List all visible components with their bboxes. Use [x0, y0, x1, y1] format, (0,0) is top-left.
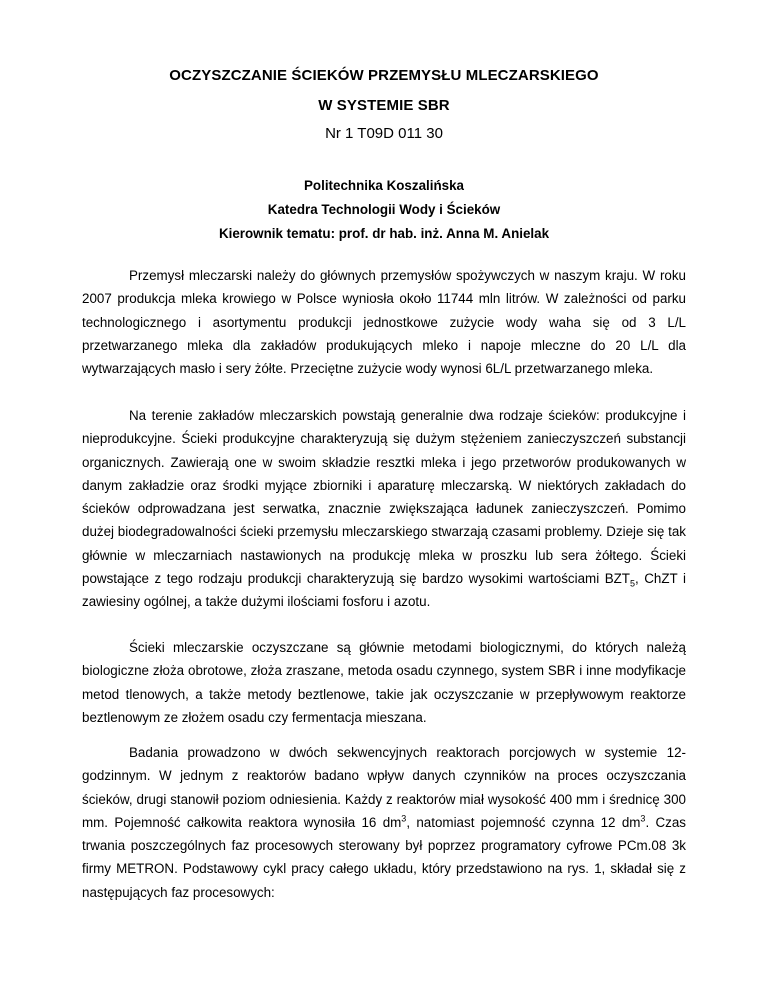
paragraph-3: Ścieki mleczarskie oczyszczane są głównie metodami biologicznymi, do których należą biologiczne złoża obrotowe, złoża zraszane, metoda osadu czynnego, system SBR i inne modyfikacje metod tlenowych, a także metody beztlenowe, takie jak oczyszczanie w przepływowym reaktorze beztlenowym ze złożem osadu czy fermentacja mieszana. — [82, 640, 686, 725]
department: Katedra Technologii Wody i Ścieków — [267, 202, 501, 217]
paragraph-2 — [82, 404, 686, 614]
title-line-2: W SYSTEMIE SBR — [318, 97, 450, 114]
paragraph-1: Przemysł mleczarski należy do głównych przemysłów spożywczych w naszym kraju. W roku 2007 produkcja mleka krowiego w Polsce wyniosła około 11744 mln litrów. W zależności od parku technologicznego i asortymentu produkcji jednostkowe zużycie wody waha się od 3 L/L przetwarzanego mleka dla zakładów produkujących mleko i napoje mleczne do 20 L/L dla wytwarzających masło i sery żółte. Przeciętne zużycie wody wynosi 6L/L przetwarzanego mleka. — [82, 268, 686, 377]
paragraph-2-text-end: , ChZT i zawiesiny ogólnej, a także dużymi ilościami fosforu i azotu. — [82, 571, 686, 610]
supervisor: Kierownik tematu: prof. dr hab. inż. Anna M. Anielak — [218, 226, 550, 241]
bzt-subscript: 5 — [629, 578, 635, 589]
paragraph-4-text-end: . Czas trwania poszczególnych faz procesowych sterowany był poprzez programatory cyfrowe PCm.08 3k firmy METRON. Podstawowy cykl pracy całego układu, który przedstawiono na rys. 1, składał się z następujących faz procesowych: — [82, 814, 686, 900]
institution: Politechnika Koszalińska — [303, 178, 464, 193]
document-code: Nr 1 T09D 011 30 — [325, 125, 443, 142]
unit-superscript-1: 3 — [401, 813, 407, 824]
title-line-1: OCZYSZCZANIE ŚCIEKÓW PRZEMYSŁU MLECZARSKIEGO — [169, 67, 599, 84]
paragraph-4-text-mid: , natomiast pojemność czynna 12 dm — [406, 814, 641, 830]
unit-superscript-2: 3 — [640, 813, 646, 824]
paragraph-4 — [82, 741, 686, 904]
paragraph-2-text: Na terenie zakładów mleczarskich powstają generalnie dwa rodzaje ścieków: produkcyjne i nieprodukcyjne. Ścieki produkcyjne charakteryzują się dużym stężeniem zanieczyszczeń substancji organicznych. Zawierają one w swoim składzie resztki mleka i jego przetworów produkowanych w danym zakładzie oraz środki myjące zbiorniki i aparaturę mleczarską. W niektórych zakładach do ścieków odprowadzana jest serwatka, znacznie zwiększająca ładunek zanieczyszczeń. Pomimo dużej biodegradowalności ścieki przemysłu mleczarskiego stwarzają czasami problemy. Dzieje się tak głównie w mleczarniach nastawionych na produkcję mleka w proszku lub sera żółtego. Ścieki powstające z tego rodzaju produkcji charakteryzują się bardzo wysokimi wartościami BZT — [82, 408, 686, 587]
paragraph-4-text: Badania prowadzono w dwóch sekwencyjnych reaktorach porcjowych w systemie 12-godzinnym. W jednym z reaktorów badano wpływ danych czynników na proces oczyszczania ścieków, drugi stanowił poziom odniesienia. Każdy z reaktorów miał wysokość 400 mm i średnicę 300 mm. Pojemność całkowita reaktora wynosiła 16 dm — [82, 745, 686, 830]
